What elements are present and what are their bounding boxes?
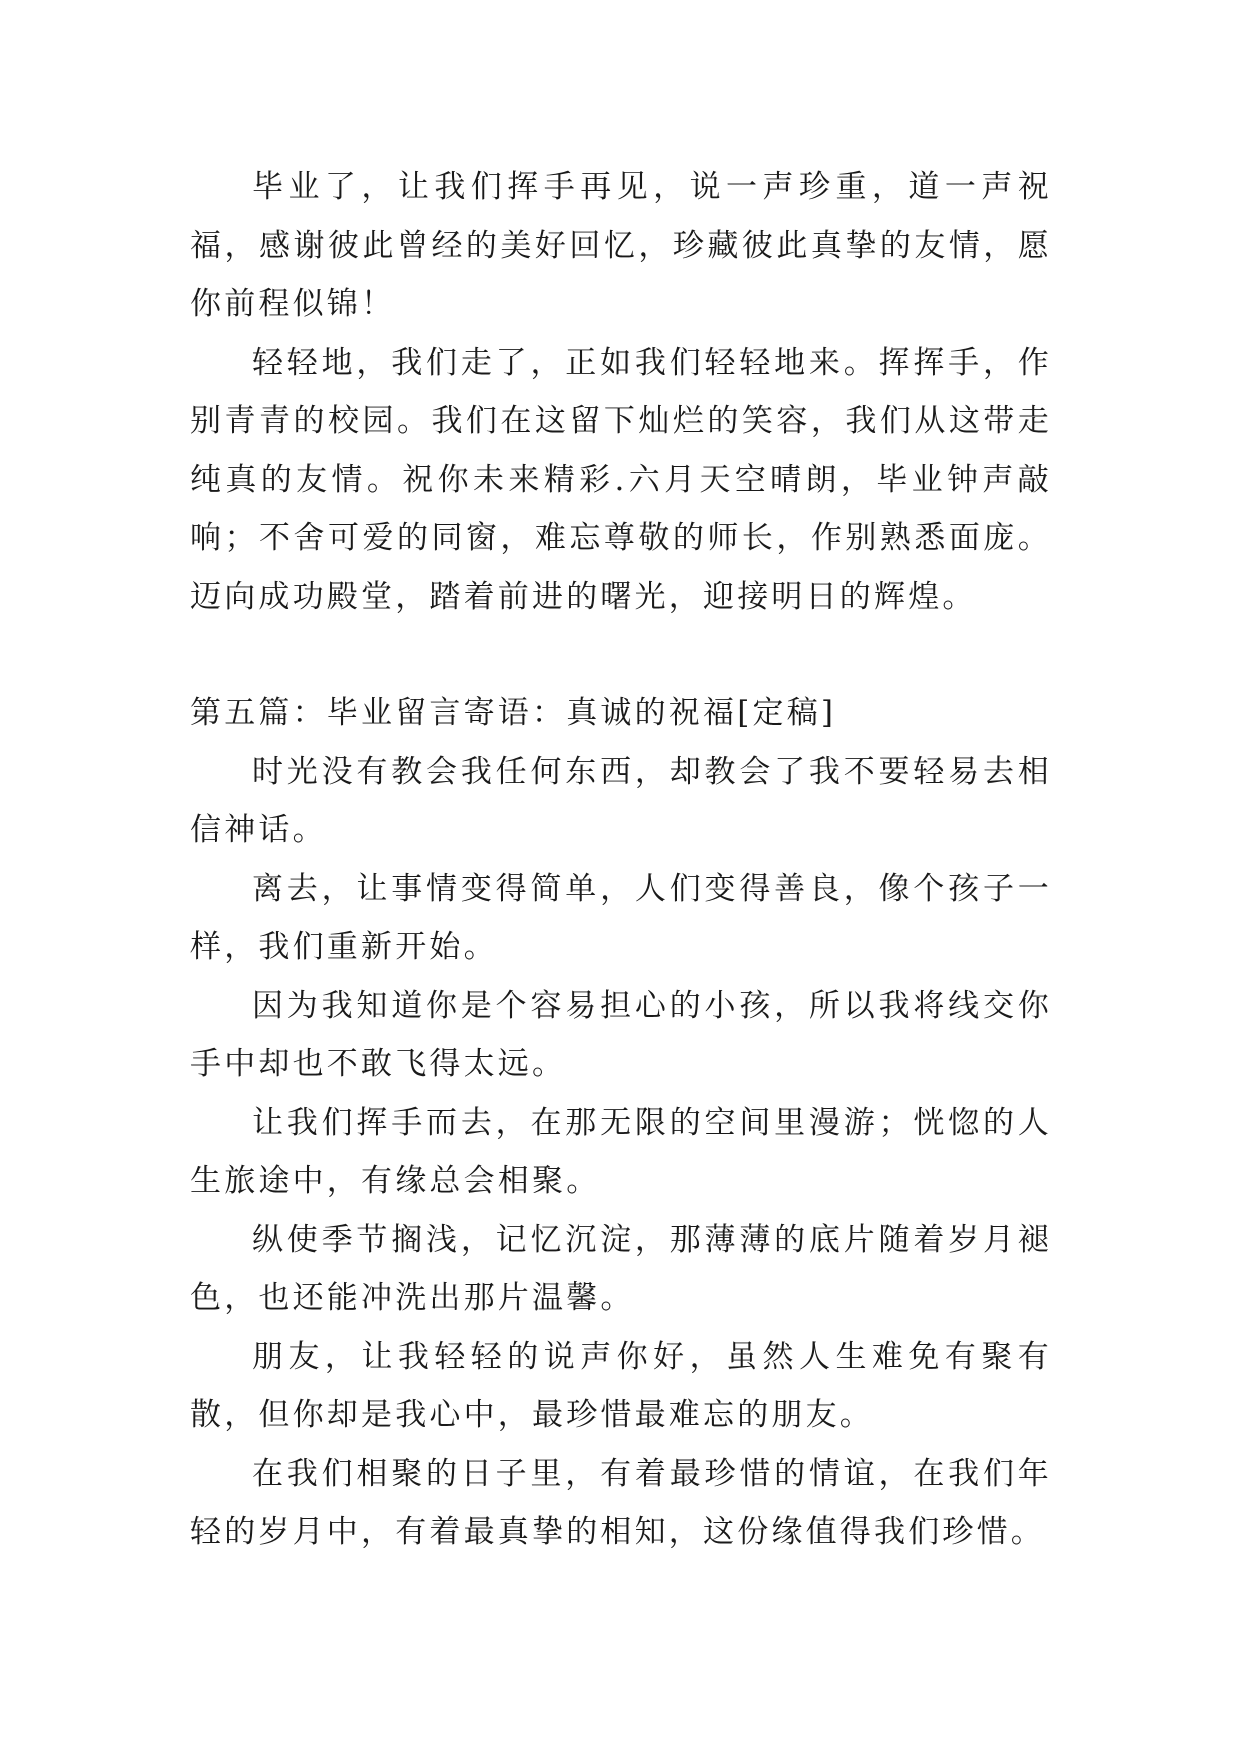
document-body <box>190 158 1052 1562</box>
paragraph-4: 离去，让事情变得简单，人们变得善良，像个孩子一样，我们重新开始。 <box>190 870 1052 965</box>
paragraph-7: 纵使季节搁浅，记忆沉淀，那薄薄的底片随着岁月褪色，也还能冲洗出那片温馨。 <box>190 1221 1052 1316</box>
paragraph-1: 毕业了，让我们挥手再见，说一声珍重，道一声祝福，感谢彼此曾经的美好回忆，珍藏彼此真挚的友情，愿你前程似锦！ <box>190 169 1052 322</box>
paragraph-6: 让我们挥手而去，在那无限的空间里漫游；恍惚的人生旅途中，有缘总会相聚。 <box>190 1104 1052 1199</box>
paragraph-8: 朋友，让我轻轻的说声你好，虽然人生难免有聚有散，但你却是我心中，最珍惜最难忘的朋友。 <box>190 1338 1052 1433</box>
paragraph-2: 轻轻地，我们走了，正如我们轻轻地来。挥挥手，作别青青的校园。我们在这留下灿烂的笑容，我们从这带走纯真的友情。祝你未来精彩.六月天空晴朗，毕业钟声敲响；不舍可爱的同窗，难忘尊敬的师长，作别熟悉面庞。迈向成功殿堂，踏着前进的曙光，迎接明日的辉煌。 <box>190 344 1052 615</box>
paragraph-3: 时光没有教会我任何东西，却教会了我不要轻易去相信神话。 <box>190 753 1052 848</box>
paragraph-9: 在我们相聚的日子里，有着最珍惜的情谊，在我们年轻的岁月中，有着最真挚的相知，这份缘值得我们珍惜。 <box>190 1455 1052 1550</box>
section-heading: 第五篇：毕业留言寄语：真诚的祝福[定稿] <box>190 695 837 731</box>
paragraph-5: 因为我知道你是个容易担心的小孩，所以我将线交你手中却也不敢飞得太远。 <box>190 987 1052 1082</box>
